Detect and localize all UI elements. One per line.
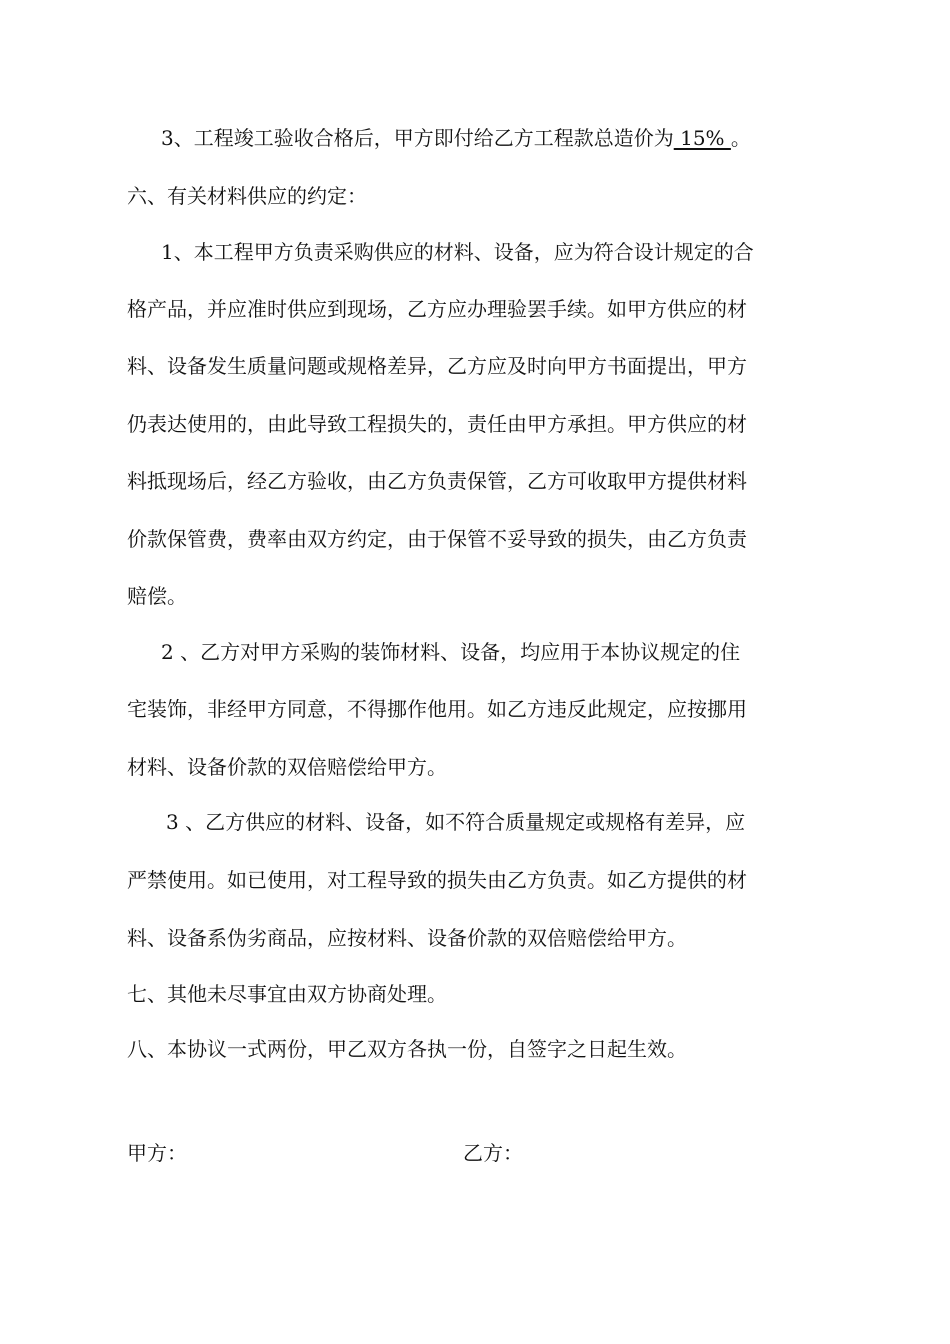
section-6-item-1-line-6: 价款保管费，费率由双方约定，由于保管不妥导致的损失，由乙方负责 xyxy=(127,527,747,551)
section-6-item-3-line-1: 3 、乙方供应的材料、设备，如不符合质量规定或规格有差异，应 xyxy=(166,810,746,834)
payment-percentage: 15% xyxy=(673,126,731,150)
party-b-signature-label: 乙方： xyxy=(463,1141,523,1165)
section-6-item-1-line-7: 赔偿。 xyxy=(127,584,187,608)
section-6-item-1-line-1: 1、本工程甲方负责采购供应的材料、设备，应为符合设计规定的合 xyxy=(161,240,754,264)
section-6-item-2-line-1: 2 、乙方对甲方采购的装饰材料、设备，均应用于本协议规定的住 xyxy=(161,640,741,664)
section-7: 七、其他未尽事宜由双方协商处理。 xyxy=(127,982,447,1006)
section-6-heading: 六、有关材料供应的约定： xyxy=(127,184,367,208)
section-8: 八、本协议一式两份，甲乙双方各执一份，自签字之日起生效。 xyxy=(127,1037,687,1061)
clause-3-payment xyxy=(161,126,751,150)
section-6-item-1-line-3: 料、设备发生质量问题或规格差异，乙方应及时向甲方书面提出，甲方 xyxy=(127,354,747,378)
section-6-item-3-line-2: 严禁使用。如已使用，对工程导致的损失由乙方负责。如乙方提供的材 xyxy=(127,868,747,892)
section-6-item-2-line-2: 宅装饰，非经甲方同意，不得挪作他用。如乙方违反此规定，应按挪用 xyxy=(127,697,747,721)
section-6-item-1-line-4: 仍表达使用的，由此导致工程损失的，责任由甲方承担。甲方供应的材 xyxy=(127,412,747,436)
section-6-item-3-line-3: 料、设备系伪劣商品，应按材料、设备价款的双倍赔偿给甲方。 xyxy=(127,926,687,950)
party-a-signature-label: 甲方： xyxy=(127,1141,187,1165)
clause-3-suffix: 。 xyxy=(730,126,751,150)
section-6-item-1-line-2: 格产品，并应准时供应到现场，乙方应办理验罢手续。如甲方供应的材 xyxy=(127,297,747,321)
section-6-item-2-line-3: 材料、设备价款的双倍赔偿给甲方。 xyxy=(127,755,447,779)
section-6-item-1-line-5: 料抵现场后，经乙方验收，由乙方负责保管，乙方可收取甲方提供材料 xyxy=(127,469,747,493)
clause-3-text: 3、工程竣工验收合格后，甲方即付给乙方工程款总造价为 xyxy=(161,126,674,150)
